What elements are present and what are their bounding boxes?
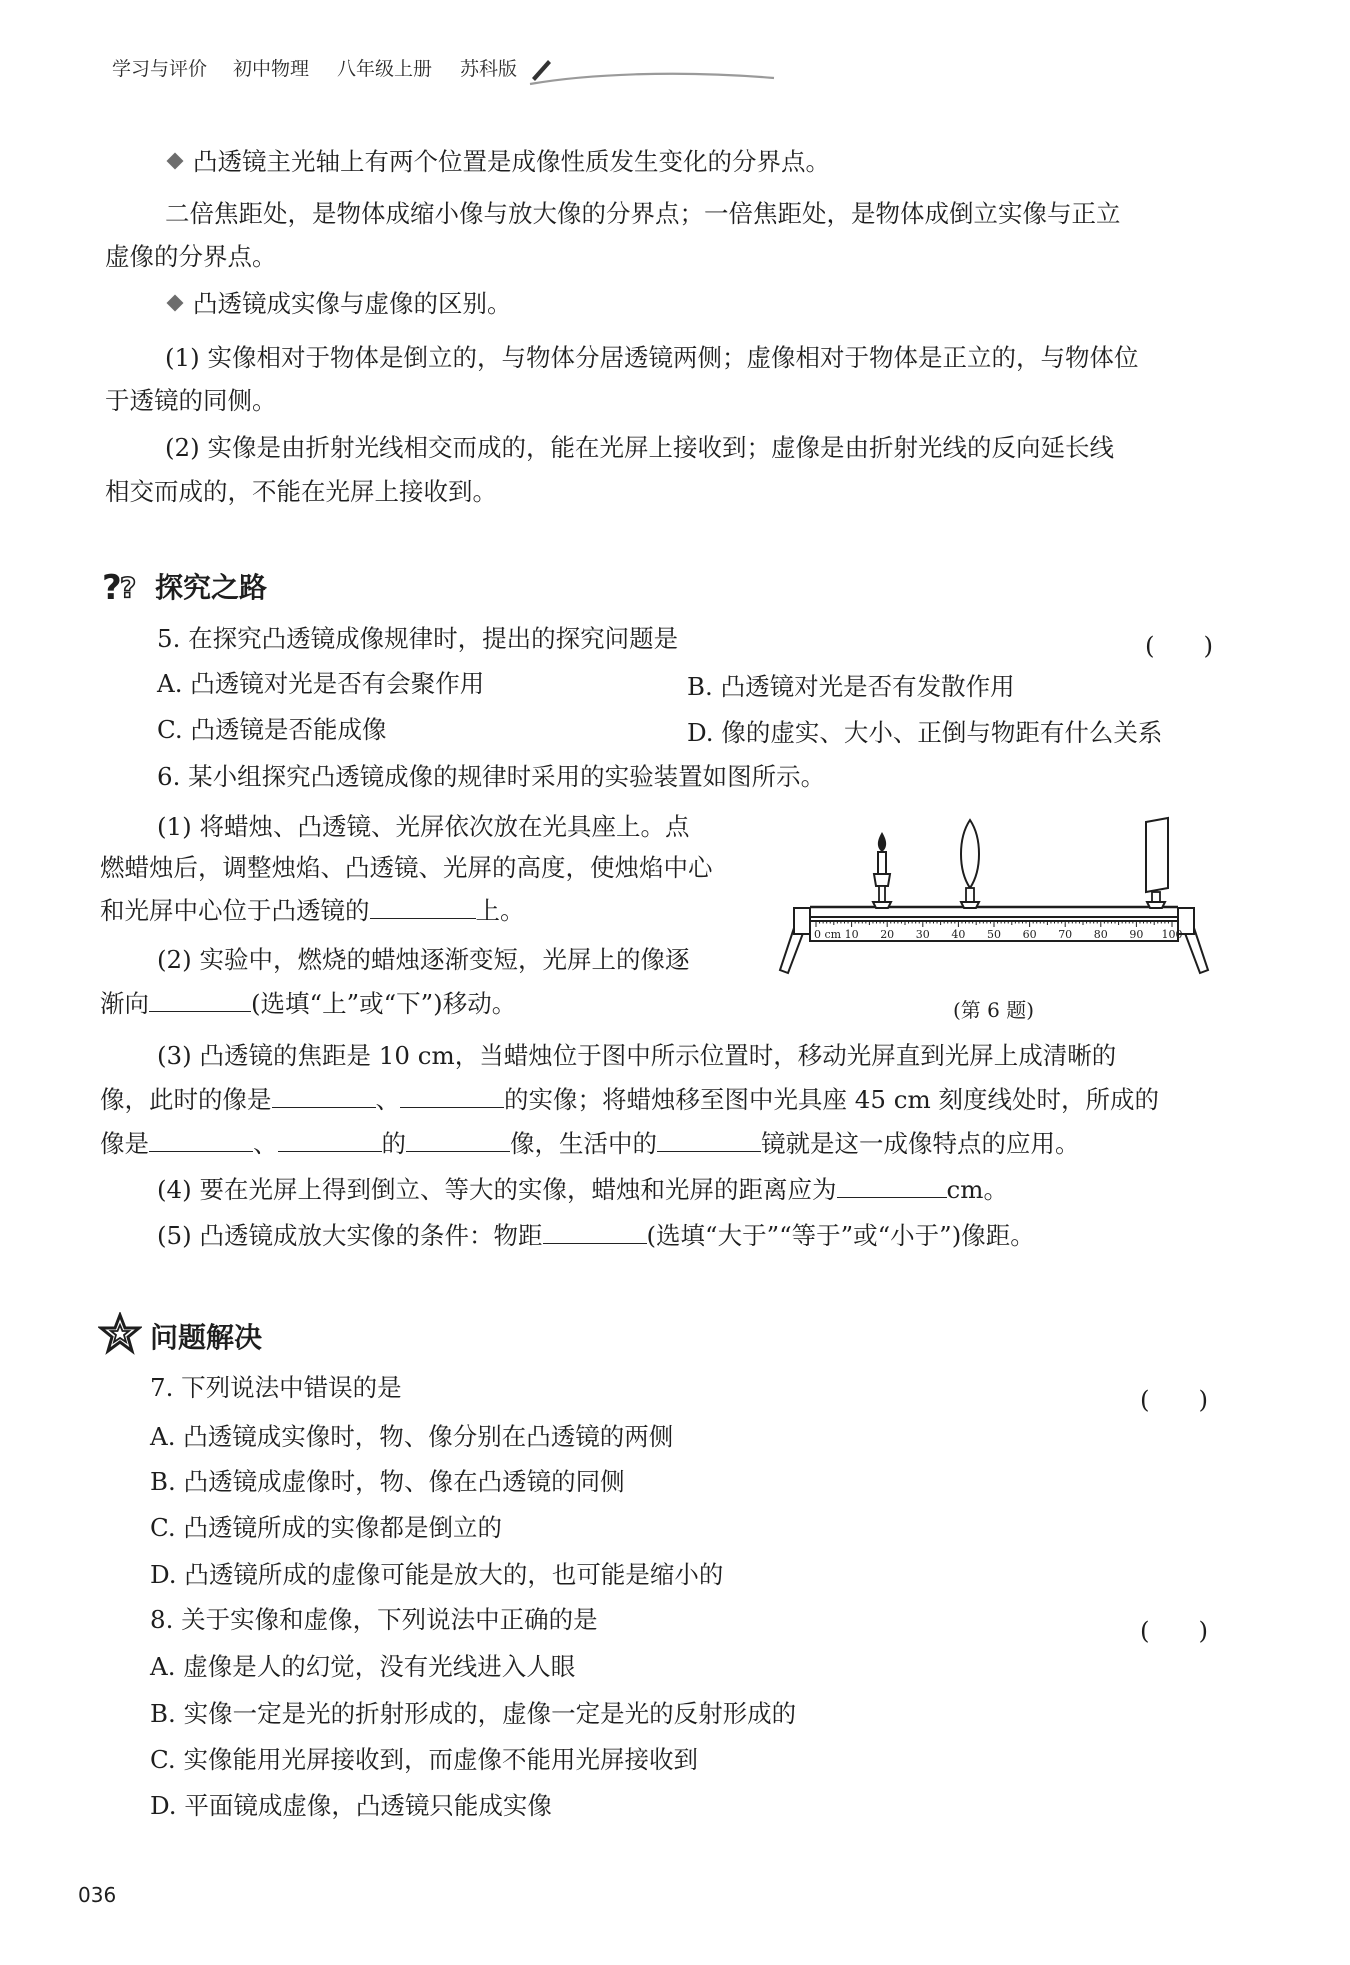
ruler-label: 100 [1161, 928, 1183, 941]
q5-option-c[interactable]: C. 凸透镜是否能成像 [157, 715, 387, 744]
answer-blank[interactable] [837, 1175, 947, 1198]
q7-stem: 7. 下列说法中错误的是 [150, 1373, 402, 1402]
answer-blank[interactable] [406, 1129, 510, 1152]
ruler-label: 70 [1058, 928, 1073, 941]
q8-option-a[interactable]: A. 虚像是人的幻觉，没有光线进入人眼 [150, 1652, 576, 1681]
note-2-item-2-b: 相交而成的，不能在光屏上接收到。 [105, 477, 497, 506]
q6-part4: (4) 要在光屏上得到倒立、等大的实像，蜡烛和光屏的距离应为 cm。 [157, 1175, 1008, 1204]
q7-option-c[interactable]: C. 凸透镜所成的实像都是倒立的 [150, 1513, 502, 1542]
answer-blank[interactable] [149, 1129, 253, 1152]
note-2-item-2-a: (2) 实像是由折射光线相交而成的，能在光屏上接收到；虚像是由折射光线的反向延长线 [165, 433, 1114, 462]
q7-option-a[interactable]: A. 凸透镜成实像时，物、像分别在凸透镜的两侧 [150, 1422, 674, 1451]
q6-part5: (5) 凸透镜成放大实像的条件：物距 (选填“大于”“等于”或“小于”)像距。 [157, 1221, 1035, 1250]
q5-option-b[interactable]: B. 凸透镜对光是否有发散作用 [687, 672, 1015, 701]
q5-option-a[interactable]: A. 凸透镜对光是否有会聚作用 [157, 669, 485, 698]
answer-blank[interactable] [272, 1085, 376, 1108]
q7-option-b[interactable]: B. 凸透镜成虚像时，物、像在凸透镜的同侧 [150, 1467, 625, 1496]
header-edition: 苏科版 [460, 58, 518, 80]
ruler-label: 40 [951, 928, 966, 941]
header-subject: 初中物理 [233, 58, 310, 80]
optical-bench-figure [770, 808, 1230, 978]
q5-option-d[interactable]: D. 像的虚实、大小、正倒与物距有什么关系 [687, 718, 1163, 747]
q6-part3-line3: 像是 、 的 像，生活中的 镜就是这一成像特点的应用。 [100, 1129, 1080, 1158]
ruler-label: 60 [1022, 928, 1037, 941]
q7-option-d[interactable]: D. 凸透镜所成的虚像可能是放大的，也可能是缩小的 [150, 1560, 724, 1589]
answer-blank[interactable] [278, 1129, 382, 1152]
question-marks-icon [100, 566, 150, 606]
ruler-label: 20 [880, 928, 895, 941]
page-number: 036 [78, 1883, 117, 1907]
section-title-solve: 问题解决 [150, 1321, 263, 1354]
q6-part2-line1: (2) 实验中，燃烧的蜡烛逐渐变短，光屏上的像逐 [157, 945, 690, 974]
ruler-label: 90 [1129, 928, 1144, 941]
note-1-line-1: 二倍焦距处，是物体成缩小像与放大像的分界点；一倍焦距处，是物体成倒立实像与正立 [165, 199, 1121, 228]
section-title-explore: 探究之路 [155, 571, 268, 604]
answer-blank[interactable] [370, 896, 476, 919]
candle-icon [873, 832, 891, 908]
convex-lens-icon [961, 820, 979, 908]
q6-part3-line1: (3) 凸透镜的焦距是 10 cm，当蜡烛位于图中所示位置时，移动光屏直到光屏上成清晰的 [157, 1041, 1117, 1070]
ruler-label: 80 [1093, 928, 1108, 941]
note-1: 凸透镜主光轴上有两个位置是成像性质发生变化的分界点。 [165, 147, 830, 177]
answer-blank[interactable] [400, 1085, 504, 1108]
q5-answer-paren[interactable]: ( ) [1145, 631, 1214, 660]
light-screen-icon [1146, 818, 1168, 908]
pen-swash-icon [528, 52, 778, 92]
q5-stem: 5. 在探究凸透镜成像规律时，提出的探究问题是 [157, 624, 679, 653]
note-1-line-2: 虚像的分界点。 [105, 242, 277, 271]
q8-option-b[interactable]: B. 实像一定是光的折射形成的，虚像一定是光的反射形成的 [150, 1699, 797, 1728]
q8-stem: 8. 关于实像和虚像，下列说法中正确的是 [150, 1605, 598, 1634]
q6-stem: 6. 某小组探究凸透镜成像的规律时采用的实验装置如图所示。 [157, 762, 826, 791]
q8-option-c[interactable]: C. 实像能用光屏接收到，而虚像不能用光屏接收到 [150, 1745, 698, 1774]
q6-part1-line3: 和光屏中心位于凸透镜的 上。 [100, 896, 525, 925]
note-2: 凸透镜成实像与虚像的区别。 [165, 289, 512, 319]
q6-part1-line1: (1) 将蜡烛、凸透镜、光屏依次放在光具座上。点 [157, 812, 690, 841]
diamond-bullet-icon [167, 153, 184, 170]
q6-part3-line2: 像，此时的像是 、 的实像；将蜡烛移至图中光具座 45 cm 刻度线处时，所成的 [100, 1085, 1159, 1114]
ruler-label: 50 [987, 928, 1001, 941]
q6-part2-line2: 渐向 (选填“上”或“下”)移动。 [100, 989, 517, 1018]
q8-answer-paren[interactable]: ( ) [1140, 1616, 1209, 1645]
ruler-label: 30 [915, 928, 930, 941]
diamond-bullet-icon [167, 295, 184, 312]
q7-answer-paren[interactable]: ( ) [1140, 1385, 1209, 1414]
figure-caption: (第 6 题) [953, 998, 1035, 1022]
ruler-label: 0 cm [814, 928, 842, 941]
q8-option-d[interactable]: D. 平面镜成虚像，凸透镜只能成实像 [150, 1791, 552, 1820]
header-grade: 八年级上册 [337, 58, 433, 80]
answer-blank[interactable] [543, 1221, 647, 1244]
star-icon [98, 1312, 142, 1356]
q6-part1-line2: 燃蜡烛后，调整烛焰、凸透镜、光屏的高度，使烛焰中心 [100, 853, 713, 882]
svg-text:?: ? [120, 571, 137, 604]
svg-text:?: ? [102, 568, 122, 606]
note-2-item-1-b: 于透镜的同侧。 [105, 386, 277, 415]
note-2-item-1-a: (1) 实像相对于物体是倒立的，与物体分居透镜两侧；虚像相对于物体是正立的，与物体位 [165, 343, 1139, 372]
answer-blank[interactable] [149, 989, 251, 1012]
header-book: 学习与评价 [112, 58, 208, 80]
answer-blank[interactable] [657, 1129, 761, 1152]
ruler-label: 10 [844, 928, 859, 941]
